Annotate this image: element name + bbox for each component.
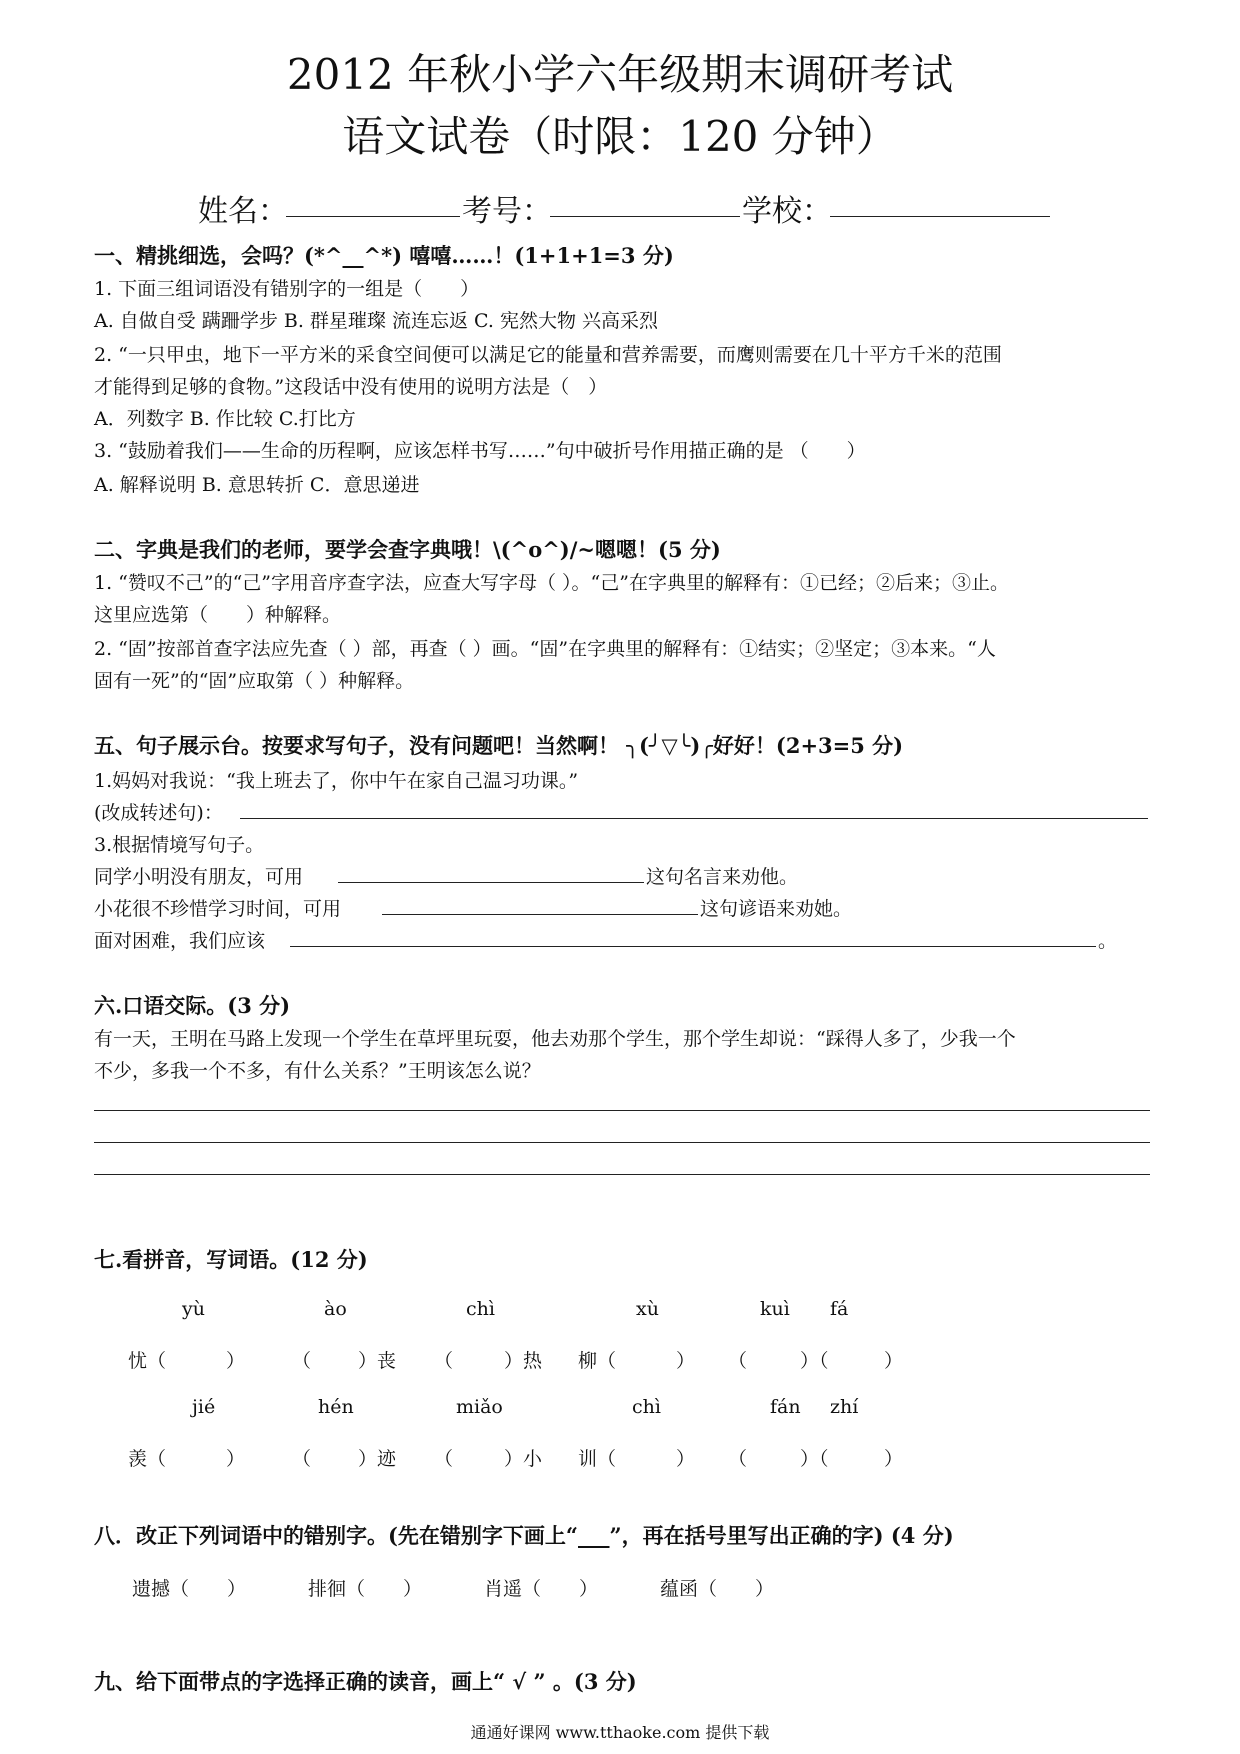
s5-question-1: 1.妈妈对我说：“我上班去了，你中午在家自己温习功课。” [94,770,579,792]
s8-item: 排徊（ ） [308,1578,423,1600]
s5-q3a-blank[interactable] [338,882,644,883]
s1-question-3-options: A. 解释说明 B. 意思转折 C．意思递进 [94,474,420,496]
word-blank: ） [676,1448,696,1470]
s1-question-2-line-1: 2. “一只甲虫，地下一平方米的采食空间便可以满足它的能量和营养需要，而鹰则需要在几十平方千米的范围 [94,344,1002,366]
s6-prompt-line-2: 不少，多我一个不多，有什么关系？”王明该怎么说？ [94,1060,541,1082]
section-2-heading: 二、字典是我们的老师，要学会查字典哦！\(^o^)/~嗯嗯！(5 分) [94,537,721,562]
word-blank: ） [884,1448,904,1470]
pinyin: miǎo [456,1396,503,1418]
name-blank[interactable] [286,216,460,217]
s6-answer-line-3[interactable] [94,1174,1150,1175]
word-blank: ） [226,1448,246,1470]
word-blank: （ [292,1448,312,1470]
s6-prompt-line-1: 有一天，王明在马路上发现一个学生在草坪里玩耍，他去劝那个学生，那个学生却说：“踩得人多了，少我一个 [94,1028,1016,1050]
word-blank: ） [884,1350,904,1372]
word-blank: ）（ [800,1448,829,1470]
pinyin: ào [324,1298,347,1320]
s5-q3c-suffix: 。 [1098,930,1118,952]
id-label: 考号： [462,194,552,229]
s6-answer-line-1[interactable] [94,1110,1150,1111]
pinyin: yù [182,1298,205,1320]
section-9-heading: 九、给下面带点的字选择正确的读音，画上“ √ ” 。(3 分) [94,1669,637,1694]
s5-q3a-prefix: 同学小明没有朋友，可用 [94,866,304,888]
word-blank: ）小 [504,1448,543,1470]
footer-source: 通通好课网 www.tthaoke.com 提供下载 [470,1723,770,1742]
pinyin: chì [632,1396,661,1418]
section-7-heading: 七.看拼音，写词语。(12 分) [94,1247,368,1272]
pinyin: xù [636,1298,659,1320]
s5-q1-prompt: (改成转述句)： [94,802,223,824]
s5-q3b-prefix: 小花很不珍惜学习时间，可用 [94,898,342,920]
s5-q3b-blank[interactable] [382,914,698,915]
pinyin: chì [466,1298,495,1320]
word-blank: （ [728,1448,748,1470]
word-blank: （ [434,1448,454,1470]
school-label: 学校： [742,194,832,229]
s2-question-2-line-2: 固有一死”的“固”应取第（ ）种解释。 [94,670,415,692]
section-8-heading: 八．改正下列词语中的错别字。(先在错别字下画上“___”，再在括号里写出正确的字) (4 分) [94,1523,954,1548]
word-blank: 训（ [578,1448,617,1470]
word-blank: 羡（ [128,1448,167,1470]
s1-question-3: 3. “鼓励着我们——生命的历程啊，应该怎样书写……”句中破折号作用描正确的是 （ ） [94,440,866,462]
exam-title: 2012 年秋小学六年级期末调研考试 [286,50,954,99]
exam-subtitle: 语文试卷（时限：120 分钟） [342,112,898,161]
s2-question-1-line-1: 1. “赞叹不己”的“己”字用音序查字法，应查大写字母（ ）。“己”在字典里的解释有：①已经；②后来；③止。 [94,572,1009,594]
section-1-heading: 一、精挑细选，会吗？(*^__^*) 嘻嘻……！(1+1+1=3 分) [94,243,674,268]
s8-item: 肖遥（ ） [484,1578,599,1600]
section-5-heading: 五、句子展示台。按要求写句子，没有问题吧！当然啊！ ╮(╯▽╰)╭好好！(2+3=5 分) [94,733,904,758]
s5-q1-answer-blank[interactable] [240,818,1148,819]
s1-question-1: 1. 下面三组词语没有错别字的一组是（ ） [94,278,480,300]
word-blank: ）迹 [358,1448,397,1470]
s5-q3c-prefix: 面对困难，我们应该 [94,930,266,952]
pinyin: jié [192,1396,216,1418]
word-blank: ） [676,1350,696,1372]
word-blank: （ [728,1350,748,1372]
s1-question-1-options: A. 自做自受 蹒跚学步 B. 群星璀璨 流连忘返 C. 宪然大物 兴高采烈 [94,310,658,332]
pinyin: fán [770,1396,801,1418]
name-label: 姓名： [198,194,288,229]
s2-question-1-line-2: 这里应选第（ ）种解释。 [94,604,342,626]
s8-item: 蕴函（ ） [660,1578,775,1600]
word-blank: ） [226,1350,246,1372]
word-blank: ）丧 [358,1350,397,1372]
s5-q3a-suffix: 这句名言来劝他。 [646,866,799,888]
pinyin: hén [318,1396,354,1418]
word-blank: 柳（ [578,1350,617,1372]
word-blank: 忧（ [128,1350,167,1372]
id-blank[interactable] [550,216,740,217]
pinyin: zhí [830,1396,859,1418]
s1-question-2-options: A．列数字 B. 作比较 C.打比方 [94,408,356,430]
s5-q3c-blank[interactable] [290,946,1096,947]
section-6-heading: 六.口语交际。(3 分) [94,993,291,1018]
word-blank: （ [292,1350,312,1372]
school-blank[interactable] [830,216,1050,217]
pinyin: kuì [760,1298,790,1320]
s1-question-2-line-2: 才能得到足够的食物。”这段话中没有使用的说明方法是（ ） [94,376,608,398]
s5-q3b-suffix: 这句谚语来劝她。 [700,898,853,920]
s2-question-2-line-1: 2. “固”按部首查字法应先查（ ）部，再查（ ）画。“固”在字典里的解释有：①结实；②坚定；③本来。“人 [94,638,996,660]
word-blank: ）热 [504,1350,543,1372]
pinyin: fá [830,1298,849,1320]
s6-answer-line-2[interactable] [94,1142,1150,1143]
s8-item: 遗撼（ ） [132,1578,247,1600]
s5-question-3: 3.根据情境写句子。 [94,834,265,856]
word-blank: ）（ [800,1350,829,1372]
word-blank: （ [434,1350,454,1372]
